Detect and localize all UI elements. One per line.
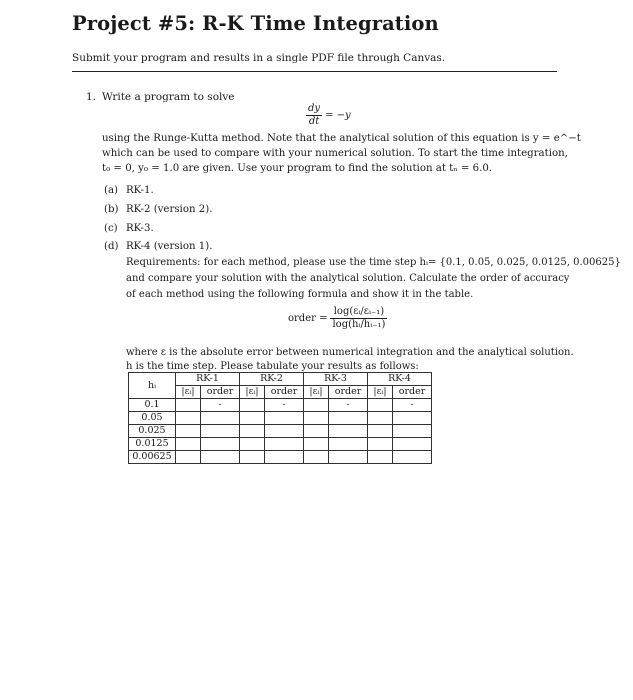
error-cell bbox=[368, 425, 393, 438]
requirements-line: and compare your solution with the analytical solution. Calculate the order of accuracy bbox=[126, 273, 570, 284]
method-header: RK-1 bbox=[176, 373, 240, 386]
part-text: RK-4 (version 1). bbox=[126, 241, 213, 252]
table-row bbox=[129, 412, 432, 425]
step-size-cell: 0.05 bbox=[129, 412, 176, 425]
order-fraction bbox=[330, 306, 387, 331]
order-cell bbox=[329, 438, 368, 451]
order-header: order bbox=[265, 386, 304, 399]
order-cell: - bbox=[393, 399, 432, 412]
part-item bbox=[104, 223, 154, 234]
part-label: (a) bbox=[104, 185, 119, 196]
part-text: RK-2 (version 2). bbox=[126, 204, 213, 215]
error-cell bbox=[176, 399, 201, 412]
requirements-line: of each method using the following formula and show it in the table. bbox=[126, 289, 474, 300]
part-text: RK-1. bbox=[126, 185, 154, 196]
order-denominator: log(hᵢ/hᵢ₋₁) bbox=[332, 319, 386, 330]
order-cell bbox=[393, 412, 432, 425]
table-row bbox=[129, 438, 432, 451]
error-cell bbox=[240, 451, 265, 464]
question-paragraph bbox=[102, 131, 581, 176]
order-formula-lhs: order = bbox=[288, 313, 328, 324]
question-intro: Write a program to solve bbox=[102, 91, 235, 103]
order-header: order bbox=[393, 386, 432, 399]
ode-numerator: dy bbox=[308, 103, 321, 114]
error-cell bbox=[304, 425, 329, 438]
step-size-cell: 0.1 bbox=[129, 399, 176, 412]
error-cell bbox=[176, 451, 201, 464]
order-cell bbox=[201, 438, 240, 451]
table-row bbox=[129, 451, 432, 464]
error-definition bbox=[126, 346, 574, 374]
order-header: order bbox=[329, 386, 368, 399]
order-cell: - bbox=[265, 399, 304, 412]
requirements-text bbox=[126, 255, 621, 303]
results-table bbox=[128, 372, 432, 464]
order-cell bbox=[329, 412, 368, 425]
definition-line: where ε is the absolute error between numerical integration and the analytical solution. bbox=[126, 347, 574, 358]
method-header: RK-4 bbox=[368, 373, 432, 386]
ode-fraction bbox=[306, 103, 322, 128]
order-header: order bbox=[201, 386, 240, 399]
order-cell bbox=[201, 451, 240, 464]
ode-rhs: = −y bbox=[325, 110, 351, 121]
part-text: RK-3. bbox=[126, 223, 154, 234]
table-header-row bbox=[129, 373, 432, 386]
part-item bbox=[104, 204, 212, 215]
error-cell bbox=[368, 412, 393, 425]
table-row bbox=[129, 399, 432, 412]
order-cell: - bbox=[329, 399, 368, 412]
ode-denominator: dt bbox=[308, 116, 320, 127]
order-cell bbox=[201, 412, 240, 425]
question-number: 1. bbox=[86, 91, 97, 103]
error-cell bbox=[368, 399, 393, 412]
step-size-cell: 0.00625 bbox=[129, 451, 176, 464]
error-cell bbox=[304, 438, 329, 451]
error-cell bbox=[304, 412, 329, 425]
order-cell bbox=[265, 451, 304, 464]
error-header: |εᵢ| bbox=[304, 386, 329, 399]
part-label: (b) bbox=[104, 204, 119, 215]
order-cell: - bbox=[201, 399, 240, 412]
error-header: |εᵢ| bbox=[240, 386, 265, 399]
header-divider bbox=[72, 71, 557, 72]
order-cell bbox=[201, 425, 240, 438]
order-cell bbox=[265, 438, 304, 451]
error-cell bbox=[304, 399, 329, 412]
order-cell bbox=[393, 451, 432, 464]
error-cell bbox=[240, 399, 265, 412]
order-cell bbox=[393, 425, 432, 438]
step-size-cell: 0.0125 bbox=[129, 438, 176, 451]
page-title: Project #5: R-K Time Integration bbox=[72, 12, 439, 35]
definition-line: h is the time step. Please tabulate your results as follows: bbox=[126, 361, 419, 372]
paragraph-line: t₀ = 0, y₀ = 1.0 are given. Use your program to find the solution at tₙ = 6.0. bbox=[102, 163, 493, 174]
error-header: |εᵢ| bbox=[368, 386, 393, 399]
error-cell bbox=[368, 451, 393, 464]
step-size-header: hᵢ bbox=[129, 373, 176, 399]
error-cell bbox=[176, 425, 201, 438]
error-cell bbox=[368, 438, 393, 451]
order-cell bbox=[393, 438, 432, 451]
ode-equation bbox=[306, 103, 351, 128]
order-cell bbox=[329, 451, 368, 464]
part-item bbox=[104, 241, 212, 252]
error-header: |εᵢ| bbox=[176, 386, 201, 399]
submission-note: Submit your program and results in a single PDF file through Canvas. bbox=[72, 52, 446, 64]
step-size-cell: 0.025 bbox=[129, 425, 176, 438]
order-formula bbox=[288, 306, 387, 331]
error-cell bbox=[240, 438, 265, 451]
order-cell bbox=[265, 425, 304, 438]
error-cell bbox=[240, 425, 265, 438]
error-cell bbox=[176, 412, 201, 425]
part-label: (c) bbox=[104, 223, 118, 234]
order-cell bbox=[265, 412, 304, 425]
table-row bbox=[129, 425, 432, 438]
error-cell bbox=[240, 412, 265, 425]
method-header: RK-3 bbox=[304, 373, 368, 386]
error-cell bbox=[304, 451, 329, 464]
part-item bbox=[104, 185, 154, 196]
paragraph-line: which can be used to compare with your numerical solution. To start the time integration, bbox=[102, 148, 568, 159]
paragraph-line: using the Runge-Kutta method. Note that the analytical solution of this equation is y = e^−t bbox=[102, 133, 581, 144]
requirements-line: Requirements: for each method, please use the time step hᵢ= {0.1, 0.05, 0.025, 0.0125, 0.00625} bbox=[126, 257, 621, 268]
method-header: RK-2 bbox=[240, 373, 304, 386]
part-label: (d) bbox=[104, 241, 119, 252]
order-numerator: log(εᵢ/εᵢ₋₁) bbox=[330, 306, 387, 319]
error-cell bbox=[176, 438, 201, 451]
order-cell bbox=[329, 425, 368, 438]
